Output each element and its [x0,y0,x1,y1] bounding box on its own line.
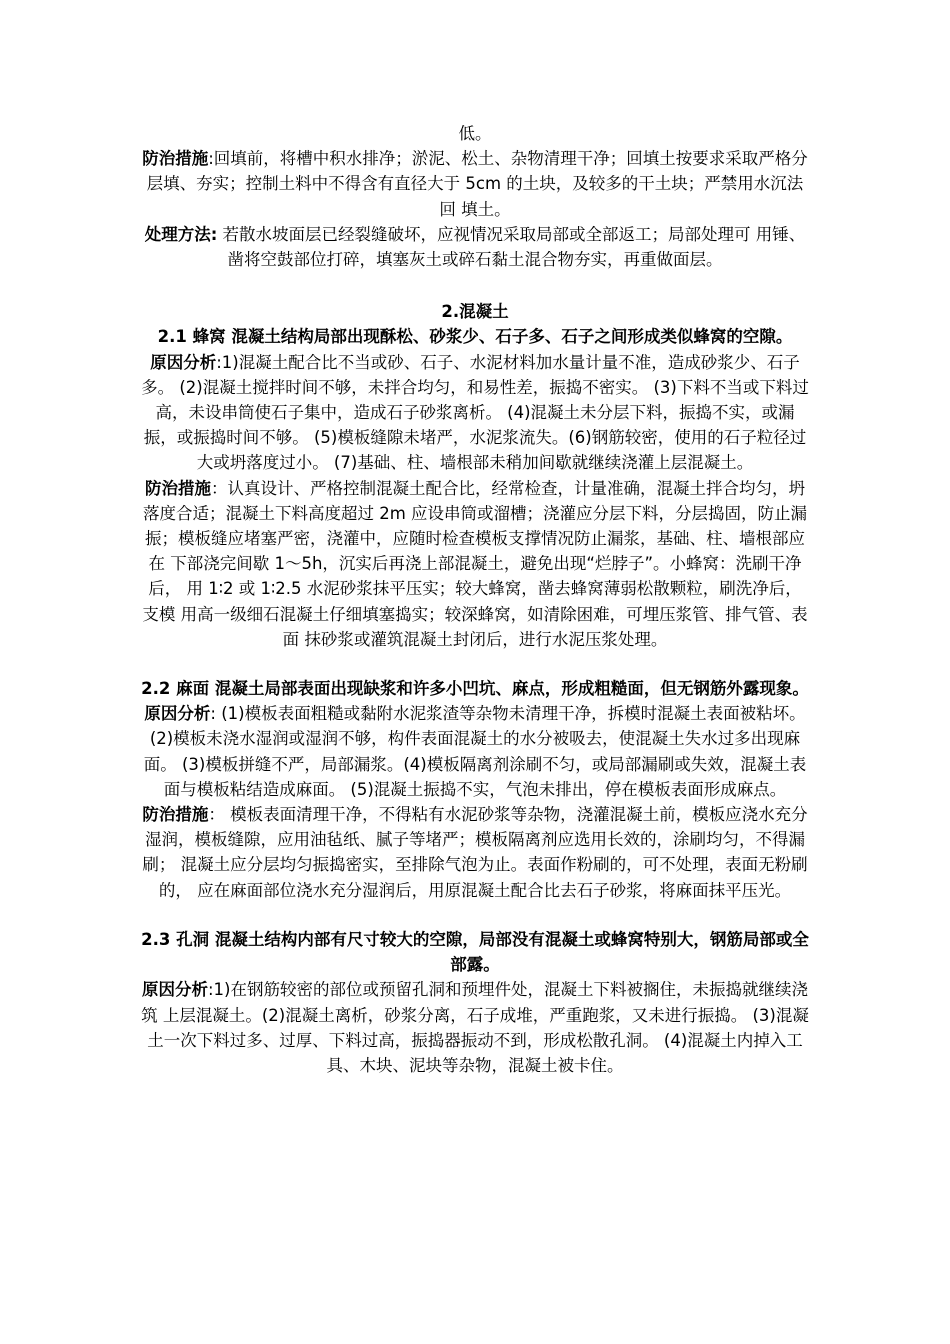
section-2-3-cause-text: :1)在钢筋较密的部位或预留孔洞和预埋件处，混凝土下料被搁住，未振捣就继续浇筑 上层混凝土。(2)混凝土离析，砂浆分离，石子成堆，严重跑浆，又未进行振捣。 (3)混凝土一次下料过多、过厚、下料过高，振捣器振动不到，形成松散孔洞。 (4)混凝土内掉入工具、木块、泥块等杂物，混凝土被卡住。 [141,980,809,1075]
section-2-2-prevention-paragraph [140,802,810,903]
section-2-1-cause-text: :1)混凝土配合比不当或砂、石子、水泥材料加水量计量不准，造成砂浆少、石子多。 (2)混凝土搅拌时间不够，未拌合均匀，和易性差，振捣不密实。 (3)下料不当或下料过高，未设串筒使石子集中，造成石子砂浆离析。 (4)混凝土未分层下料，振捣不实，或漏振，或振捣时间不够。 (5)模板缝隙未堵严，水泥浆流失。(6)钢筋较密，使用的石子粒径过大或坍落度过小。 (7)基础、柱、墙根部未稍加间歇就继续浇灌上层混凝土。 [141,352,809,473]
intro-prevention-text: :回填前，将槽中积水排净；淤泥、松土、杂物清理干净；回填土按要求采取严格分层填、夯实；控制土料中不得含有直径大于 5cm 的土块，及较多的干土块；严禁用水沉法回 填土。 [146,149,808,219]
intro-tail-paragraph [140,121,810,146]
intro-handling-label: 处理方法: [144,224,218,244]
section-2-3-cause-label: 原因分析 [142,980,208,1000]
intro-prevention-label: 防治措施 [142,149,209,169]
section-2-2-prevention-text: ： 模板表面清理干净，不得粘有水泥砂浆等杂物，浇灌混凝土前，模板应浇水充分湿润，模板缝隙，应用油毡纸、腻子等堵严；模板隔离剂应选用长效的，涂刷均匀，不得漏刷； 混凝土应分层均匀振捣密实，至排除气泡为止。表面作粉刷的，可不处理，表面无粉刷的， 应在麻面部位浇水充分湿润后，用原混凝土配合比去石子砂浆，将麻面抹平压光。 [142,805,808,900]
section-2-2-cause-text: : (1)模板表面粗糙或黏附水泥浆渣等杂物未清理干净，拆模时混凝土表面被粘坏。 (2)模板未浇水湿润或湿润不够，构件表面混凝土的水分被吸去，使混凝土失水过多出现麻面。 (3)模板拼缝不严，局部漏浆。(4)模板隔离剂涂刷不匀，或局部漏刷或失效，混凝土表面与模板粘结造成麻面。 (5)混凝土振捣不实，气泡未排出，停在模板表面形成麻点。 [143,704,807,799]
intro-handling-paragraph [140,222,810,272]
section-2-1-prevention-text: ：认真设计、严格控制混凝土配合比，经常检查，计量准确，混凝土拌合均匀，坍落度合适；混凝土下料高度超过 2m 应设串筒或溜槽；浇灌应分层下料，分层捣固，防止漏振；模板缝应堵塞严密，浇灌中，应随时检查模板支撑情况防止漏浆，基础、柱、墙根部应在 下部浇完间歇 1～5h，沉实后再浇上部混凝土，避免出现“烂脖子”。小蜂窝：洗刷干净后， 用 1∶2 或 1∶2.5 水泥砂浆抹平压实；较大蜂窝，凿去蜂窝薄弱松散颗粒，刷洗净后，支模 用高一级细石混凝土仔细填塞捣实；较深蜂窝，如清除困难，可埋压浆管、排气管、表面 抹砂浆或灌筑混凝土封闭后，进行水泥压浆处理。 [142,478,808,649]
section-2-1-heading: 2.1 蜂窝 混凝土结构局部出现酥松、砂浆少、石子多、石子之间形成类似蜂窝的空隙。 [157,327,793,347]
section-2-2-heading: 2.2 麻面 混凝土局部表面出现缺浆和许多小凹坑、麻点，形成粗糙面，但无钢筋外露现象。 [141,679,809,699]
section-2-1-prevention-paragraph [140,476,810,652]
intro-tail-text: 低。 [458,124,492,143]
section-title: 2.混凝土 [441,302,509,322]
intro-prevention-paragraph [140,146,810,222]
section-2-3-cause-paragraph [140,977,810,1078]
section-2-1-prevention-label: 防治措施 [145,478,211,498]
section-2-1-cause-label: 原因分析 [150,352,217,372]
intro-handling-text: 若散水坡面层已经裂缝破坏，应视情况采取局部或全部返工；局部处理可 用锤、凿将空鼓部位打碎，填塞灰土或碎石黏土混合物夯实，再重做面层。 [217,224,806,270]
section-2-2-cause-label: 原因分析 [144,704,211,724]
section-2-3-heading: 2.3 孔洞 混凝土结构内部有尺寸较大的空隙，局部没有混凝土或蜂窝特别大，钢筋局部或全部露。 [141,929,809,975]
section-2-1-cause-paragraph [140,350,810,476]
section-2-2-cause-paragraph [140,701,810,802]
section-2-2-prevention-label: 防治措施 [142,805,209,825]
document-page [140,121,810,1078]
